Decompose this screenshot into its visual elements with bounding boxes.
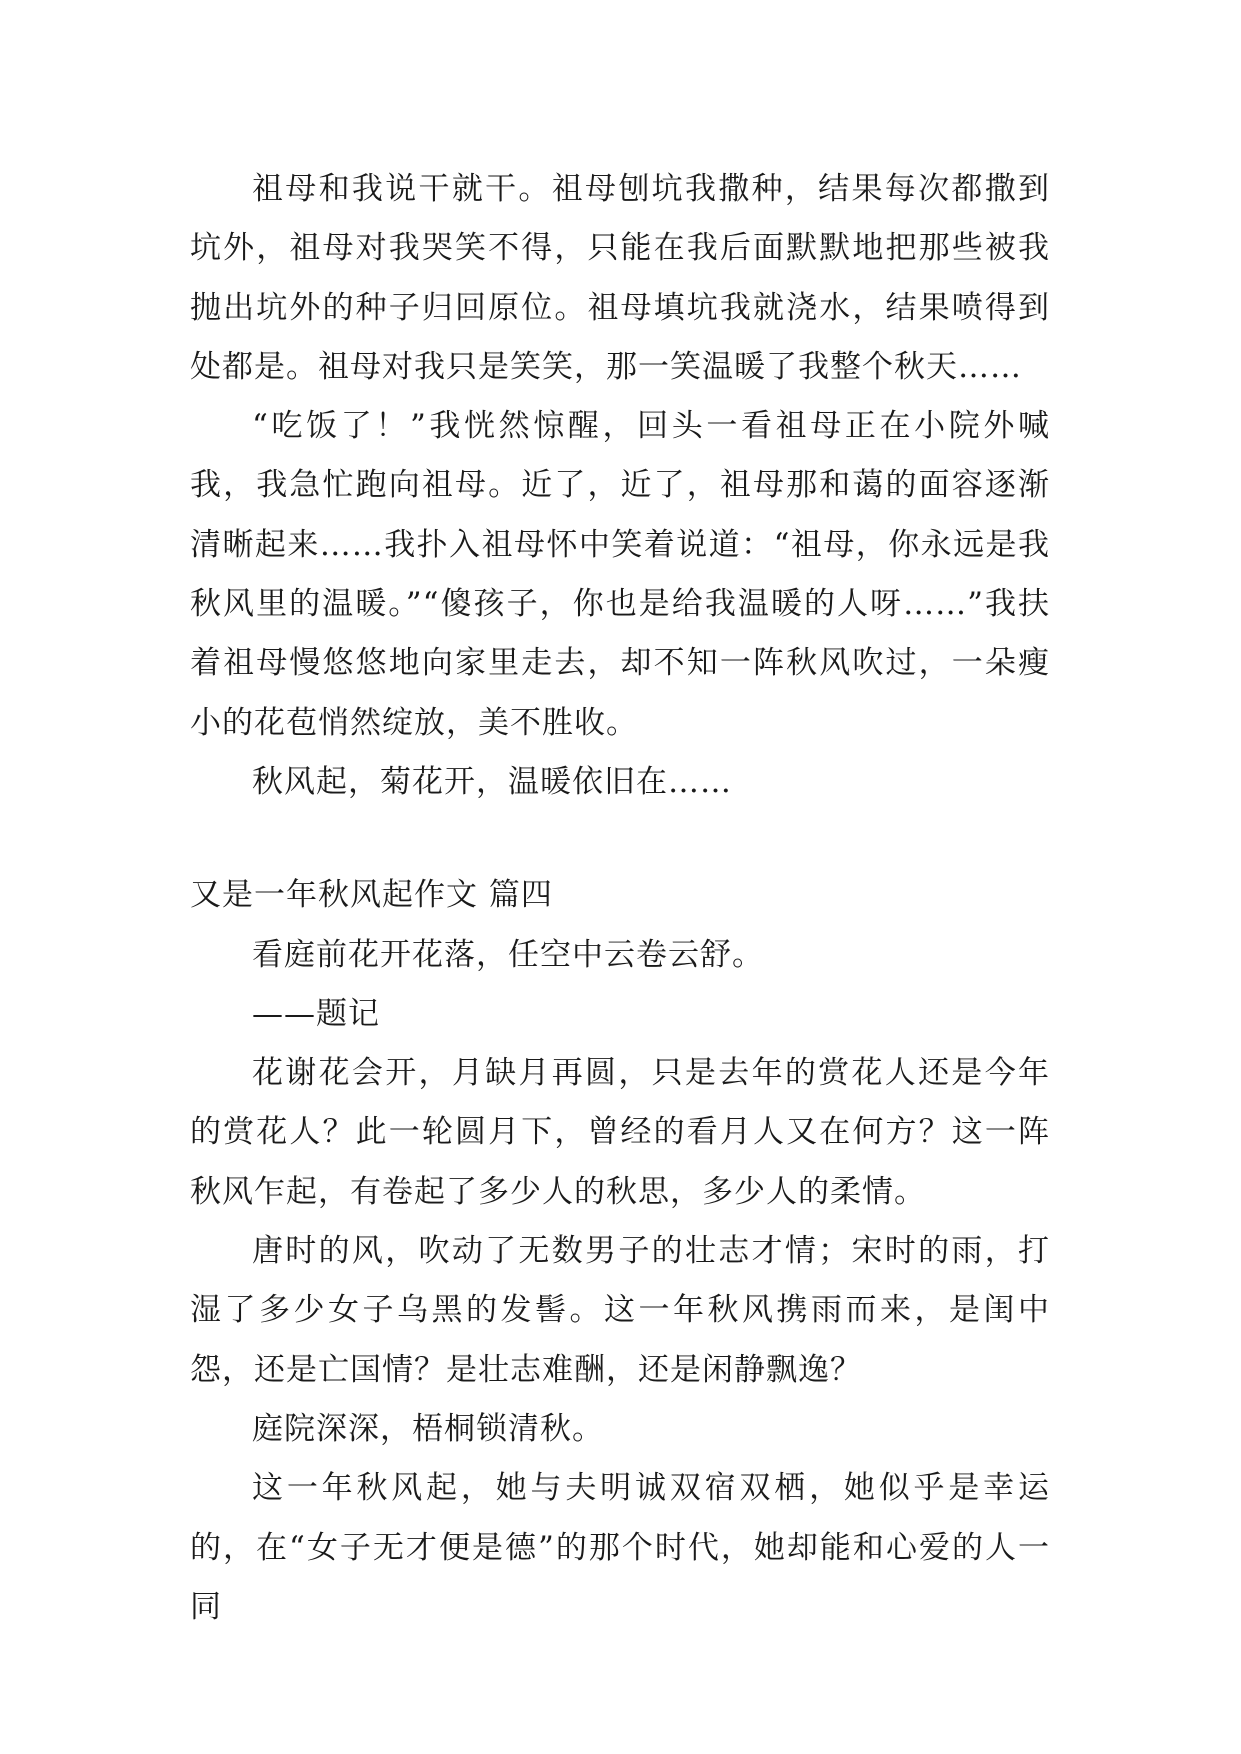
paragraph: 祖母和我说干就干。祖母刨坑我撒种，结果每次都撒到坑外，祖母对我哭笑不得，只能在我后面默默地把那些被我抛出坑外的种子归回原位。祖母填坑我就浇水，结果喷得到处都是。祖母对我只是笑笑，那一笑温暖了我整个秋天…… <box>190 171 1050 385</box>
paragraph: 庭院深深，梧桐锁清秋。 <box>252 1410 604 1447</box>
paragraph: 这一年秋风起，她与夫明诚双宿双栖，她似乎是幸运的，在“女子无才便是德”的那个时代，她却能和心爱的人一同 <box>190 1470 1050 1625</box>
paragraph: 秋风起，菊花开，温暖依旧在…… <box>252 763 732 800</box>
paragraph: 唐时的风，吹动了无数男子的壮志才情；宋时的雨，打湿了多少女子乌黑的发髻。这一年秋风携雨而来，是闺中怨，还是亡国情？是壮志难酬，还是闲静飘逸？ <box>190 1233 1050 1388</box>
paragraph: 花谢花会开，月缺月再圆，只是去年的赏花人还是今年的赏花人？此一轮圆月下，曾经的看月人又在何方？这一阵秋风乍起，有卷起了多少人的秋思，多少人的柔情。 <box>190 1055 1050 1210</box>
epigraph: 看庭前花开花落，任空中云卷云舒。 <box>252 936 764 973</box>
document-body <box>190 160 1050 1637</box>
paragraph: “吃饭了！”我恍然惊醒，回头一看祖母正在小院外喊我，我急忙跑向祖母。近了，近了，祖母那和蔼的面容逐渐清晰起来……我扑入祖母怀中笑着说道：“祖母，你永远是我秋风里的温暖。”“傻孩子，你也是给我温暖的人呀……”我扶着祖母慢悠悠地向家里走去，却不知一阵秋风吹过，一朵瘦小的花苞悄然绽放，美不胜收。 <box>190 408 1050 741</box>
epigraph-attribution: ——题记 <box>252 995 380 1032</box>
section-heading: 又是一年秋风起作文 篇四 <box>190 877 553 914</box>
